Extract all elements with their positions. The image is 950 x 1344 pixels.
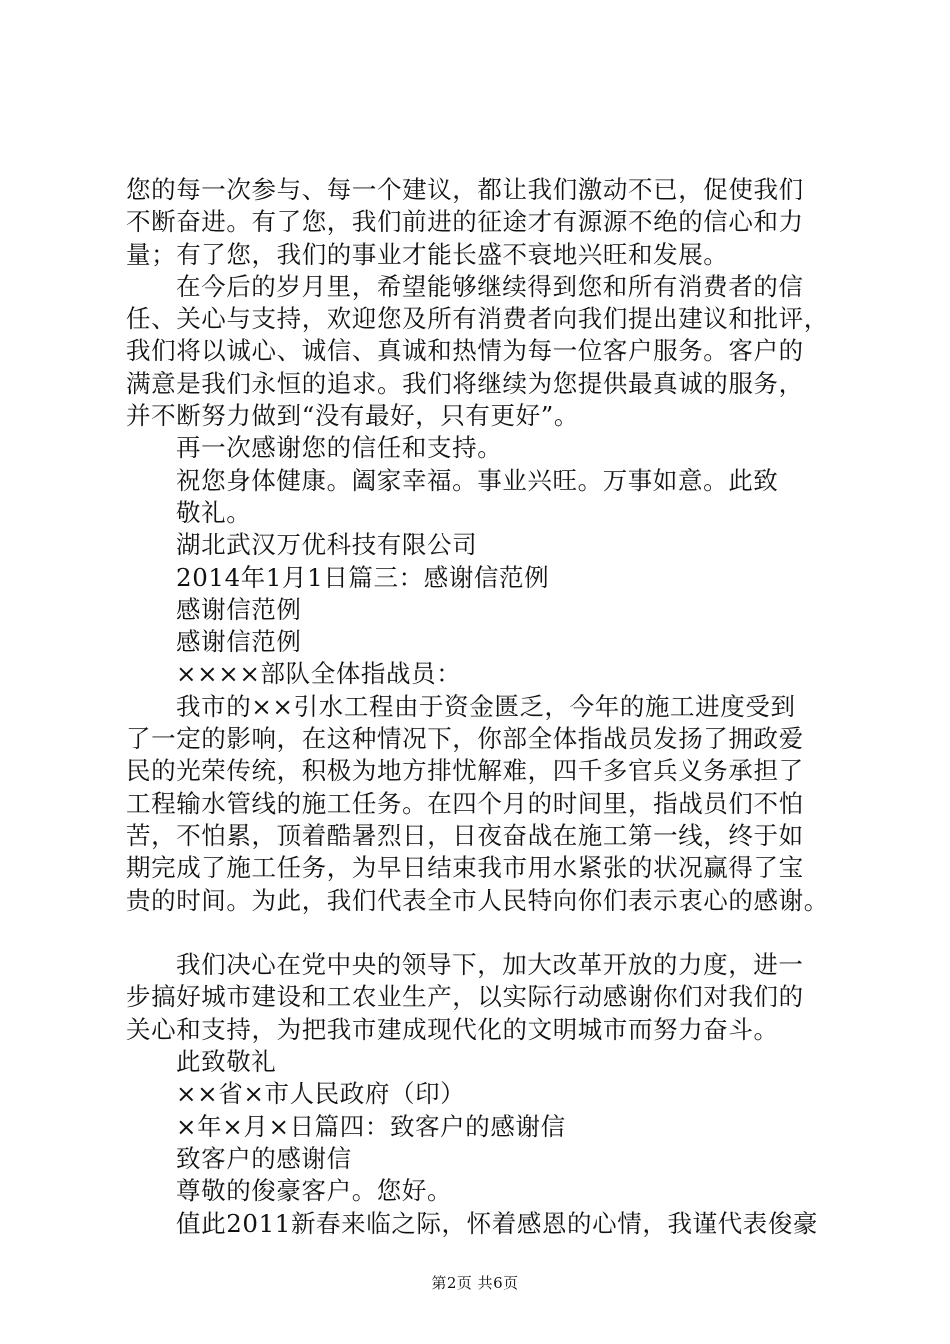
page-footer: 第2页 共6页	[431, 1274, 519, 1292]
text-line: 值此2011新春来临之际，怀着感恩的心情，我谨代表俊豪	[176, 1208, 819, 1238]
text-line: 工程输水管线的施工任务。在四个月的时间里，指战员们不怕	[126, 788, 804, 818]
text-line: 量；有了您，我们的事业才能长盛不衰地兴旺和发展。	[126, 239, 729, 269]
text-line: 贵的时间。为此，我们代表全市人民特向你们表示衷心的感谢。	[126, 885, 829, 915]
text-line: 祝您身体健康。阖家幸福。事业兴旺。万事如意。此致	[176, 465, 779, 495]
blank-line	[126, 917, 846, 949]
text-line: 敬礼。	[176, 497, 252, 527]
text-line: 在今后的岁月里，希望能够继续得到您和所有消费者的信	[176, 271, 804, 301]
text-line: 我市的××引水工程由于资金匮乏，今年的施工进度受到	[176, 691, 796, 721]
text-line: 并不断努力做到“没有最好，只有更好”。	[126, 401, 579, 431]
document-body	[126, 174, 846, 1240]
text-line: ××省×市人民政府（印）	[176, 1079, 466, 1109]
text-line: 民的光荣传统，积极为地方排忧解难，四千多官兵义务承担了	[126, 756, 804, 786]
text-line: 步搞好城市建设和工农业生产，以实际行动感谢你们对我们的	[126, 982, 804, 1012]
text-line: ×年×月×日篇四：致客户的感谢信	[176, 1111, 566, 1141]
text-line: 再一次感谢您的信任和支持。	[176, 433, 503, 463]
text-line: 我们决心在党中央的领导下，加大改革开放的力度，进一	[176, 950, 804, 980]
text-line: 2014年1月1日篇三：感谢信范例	[176, 562, 550, 592]
text-line: 期完成了施工任务，为早日结束我市用水紧张的状况赢得了宝	[126, 853, 804, 883]
text-line: 苦，不怕累，顶着酷暑烈日，日夜奋战在施工第一线，终于如	[126, 820, 804, 850]
text-line: 感谢信范例	[176, 627, 302, 657]
text-line: 了一定的影响，在这种情况下，你部全体指战员发扬了拥政爱	[126, 724, 804, 754]
text-line: 湖北武汉万优科技有限公司	[176, 530, 478, 560]
text-line: 此致敬礼	[176, 1047, 277, 1077]
text-line: 不断奋进。有了您，我们前进的征途才有源源不绝的信心和力	[126, 207, 804, 237]
text-line: 您的每一次参与、每一个建议，都让我们激动不已，促使我们	[126, 175, 804, 204]
text-line: 尊敬的俊豪客户。您好。	[176, 1176, 453, 1206]
text-line: 关心和支持，为把我市建成现代化的文明城市而努力奋斗。	[126, 1014, 779, 1044]
text-line: 满意是我们永恒的追求。我们将继续为您提供最真诚的服务，	[126, 368, 804, 398]
text-line: ××××部队全体指战员：	[176, 659, 462, 689]
text-line: 感谢信范例	[176, 594, 302, 624]
text-line: 致客户的感谢信	[176, 1143, 352, 1173]
text-line: 任、关心与支持，欢迎您及所有消费者向我们提出建议和批评，	[126, 304, 829, 334]
text-line: 我们将以诚心、诚信、真诚和热情为每一位客户服务。客户的	[126, 336, 804, 366]
